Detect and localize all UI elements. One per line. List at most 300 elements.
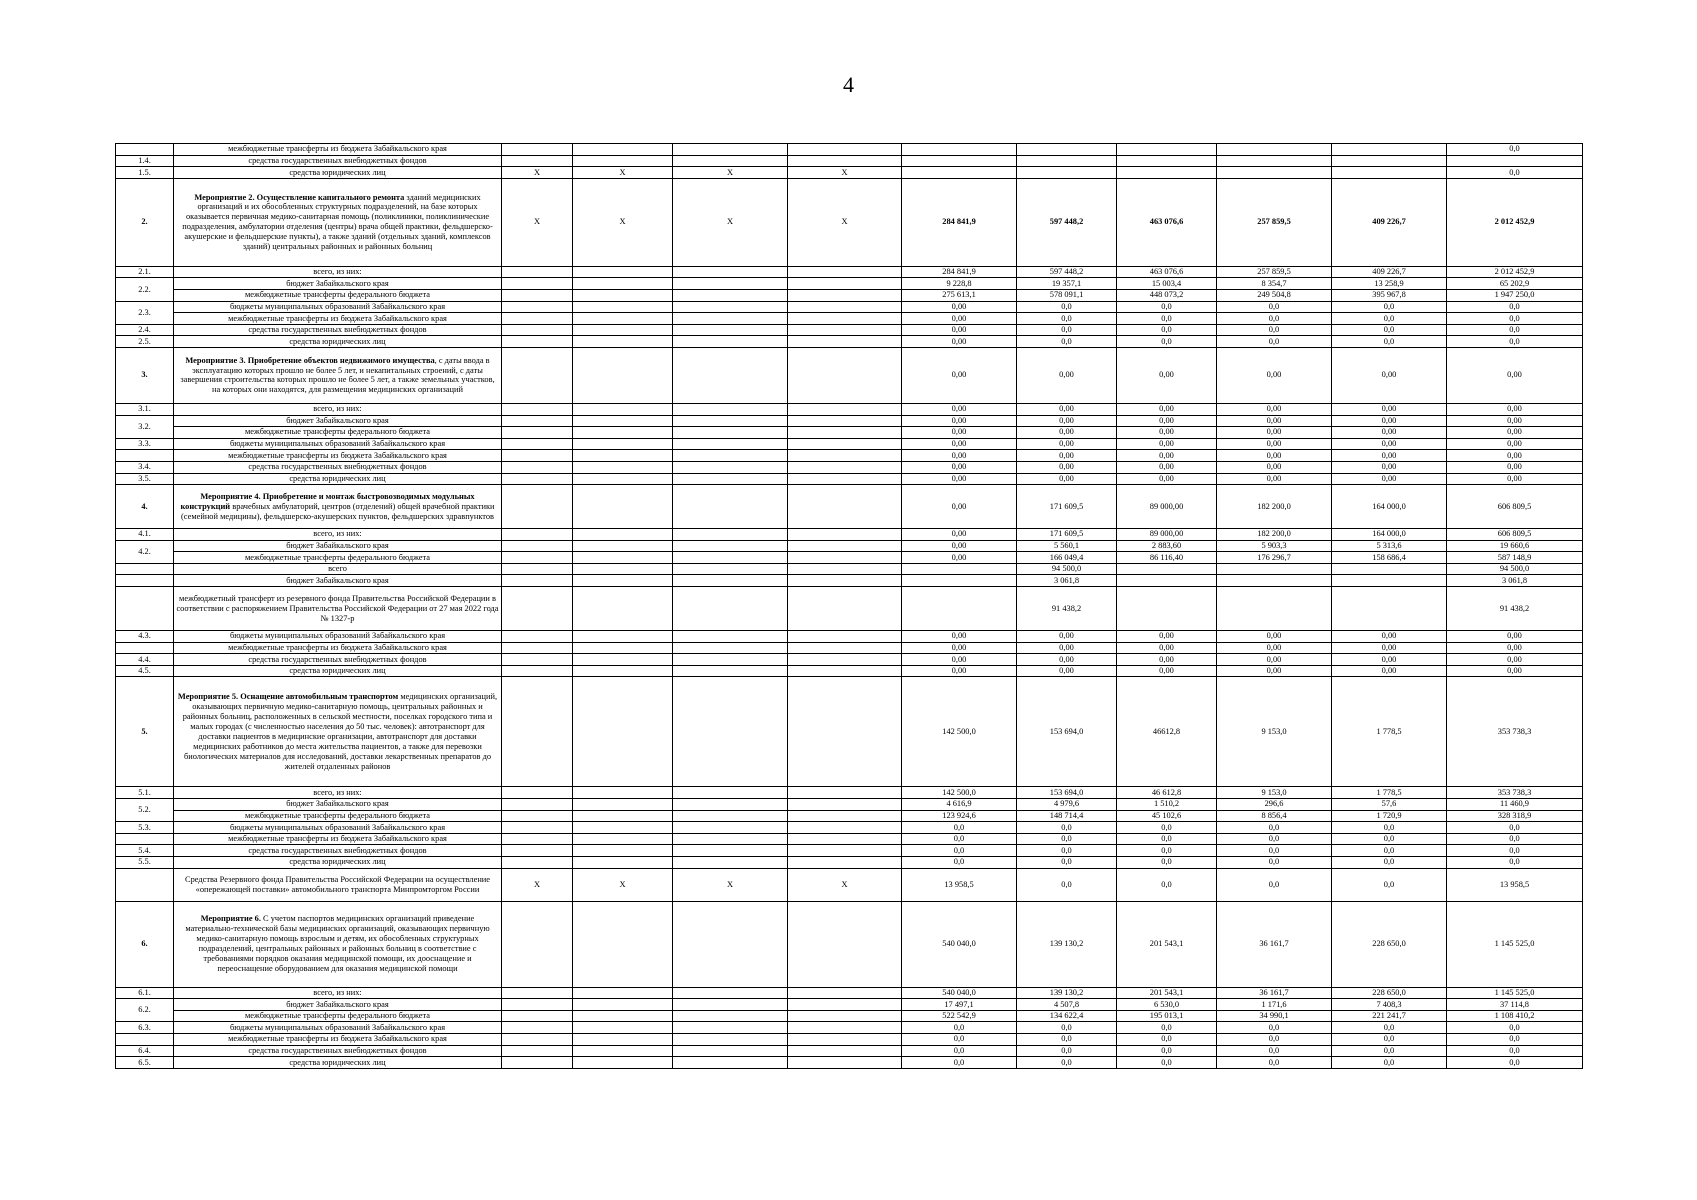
indicator-cell: [502, 901, 573, 987]
indicator-cell: [788, 845, 902, 857]
row-number-cell: [116, 1033, 174, 1045]
total-value-cell: 1 145 525,0: [1447, 987, 1583, 999]
total-value-cell: 0,0: [1447, 144, 1583, 156]
year-value-cell: 91 438,2: [1017, 587, 1117, 631]
row-number-cell: [116, 563, 174, 575]
year-value-cell: 0,0: [1332, 1022, 1447, 1034]
indicator-cell: [673, 540, 788, 552]
year-value-cell: 0,0: [1217, 324, 1332, 336]
year-value-cell: 0,0: [902, 1033, 1017, 1045]
year-value-cell: 0,00: [1017, 461, 1117, 473]
year-value-cell: 166 049,4: [1017, 552, 1117, 564]
indicator-cell: [502, 336, 573, 348]
year-value-cell: 0,0: [1332, 313, 1447, 325]
year-value-cell: 0,00: [1217, 403, 1332, 415]
year-value-cell: 0,0: [1332, 833, 1447, 845]
total-value-cell: 37 114,8: [1447, 999, 1583, 1011]
indicator-cell: [788, 289, 902, 301]
indicator-cell: [502, 575, 573, 587]
table-row: [116, 665, 1583, 677]
indicator-cell: [673, 987, 788, 999]
year-value-cell: 0,0: [1217, 833, 1332, 845]
year-value-cell: 463 076,6: [1117, 266, 1217, 278]
year-value-cell: 0,00: [902, 631, 1017, 643]
indicator-cell: [502, 787, 573, 799]
year-value-cell: 4 616,9: [902, 799, 1017, 811]
indicator-cell: [502, 1057, 573, 1069]
year-value-cell: 284 841,9: [902, 266, 1017, 278]
total-value-cell: 0,0: [1447, 301, 1583, 313]
year-value-cell: [1332, 563, 1447, 575]
year-value-cell: 540 040,0: [902, 901, 1017, 987]
row-number-cell: 2.4.: [116, 324, 174, 336]
year-value-cell: 0,00: [1117, 461, 1217, 473]
indicator-cell: [673, 665, 788, 677]
row-number-cell: 2.2.: [116, 278, 174, 301]
year-value-cell: 123 924,6: [902, 810, 1017, 822]
row-number-cell: 6.3.: [116, 1022, 174, 1034]
indicator-cell: [788, 461, 902, 473]
year-value-cell: 0,0: [1217, 857, 1332, 869]
year-value-cell: 0,00: [902, 529, 1017, 541]
indicator-cell: [673, 901, 788, 987]
year-value-cell: 4 979,6: [1017, 799, 1117, 811]
description-cell: бюджеты муниципальных образований Забайкальского края: [174, 1022, 502, 1034]
row-number-cell: 3.: [116, 347, 174, 403]
year-value-cell: [1217, 563, 1332, 575]
year-value-cell: 201 543,1: [1117, 987, 1217, 999]
year-value-cell: [1217, 575, 1332, 587]
year-value-cell: [1117, 575, 1217, 587]
indicator-cell: Х: [788, 868, 902, 901]
indicator-cell: [673, 833, 788, 845]
year-value-cell: [1117, 587, 1217, 631]
table-row: [116, 631, 1583, 643]
year-value-cell: 228 650,0: [1332, 901, 1447, 987]
indicator-cell: [573, 563, 673, 575]
total-value-cell: 353 738,3: [1447, 677, 1583, 787]
indicator-cell: [502, 1022, 573, 1034]
row-number-cell: [116, 144, 174, 156]
year-value-cell: 0,00: [1017, 415, 1117, 427]
total-value-cell: 0,00: [1447, 665, 1583, 677]
indicator-cell: [573, 822, 673, 834]
year-value-cell: 89 000,00: [1117, 529, 1217, 541]
description-cell: средства юридических лиц: [174, 1057, 502, 1069]
indicator-cell: Х: [573, 178, 673, 266]
indicator-cell: [673, 347, 788, 403]
year-value-cell: 1 778,5: [1332, 677, 1447, 787]
indicator-cell: [573, 677, 673, 787]
indicator-cell: [502, 552, 573, 564]
indicator-cell: [573, 450, 673, 462]
year-value-cell: 1 510,2: [1117, 799, 1217, 811]
table-row: [116, 1057, 1583, 1069]
indicator-cell: [573, 799, 673, 811]
indicator-cell: [502, 278, 573, 290]
year-value-cell: 0,00: [1117, 347, 1217, 403]
year-value-cell: 275 613,1: [902, 289, 1017, 301]
activity-row: [116, 178, 1583, 266]
page-number: 4: [843, 72, 854, 97]
total-value-cell: [1447, 155, 1583, 167]
indicator-cell: [788, 155, 902, 167]
indicator-cell: [573, 461, 673, 473]
year-value-cell: 0,0: [902, 857, 1017, 869]
year-value-cell: 0,00: [1117, 450, 1217, 462]
description-cell: межбюджетные трансферты из бюджета Забайкальского края: [174, 833, 502, 845]
year-value-cell: 0,0: [1332, 324, 1447, 336]
year-value-cell: 1 720,9: [1332, 810, 1447, 822]
year-value-cell: 597 448,2: [1017, 178, 1117, 266]
indicator-cell: [502, 1010, 573, 1022]
year-value-cell: 0,0: [1117, 1033, 1217, 1045]
year-value-cell: 86 116,40: [1117, 552, 1217, 564]
description-cell: средства государственных внебюджетных фондов: [174, 324, 502, 336]
table-row: [116, 144, 1583, 156]
total-value-cell: 91 438,2: [1447, 587, 1583, 631]
indicator-cell: [673, 313, 788, 325]
year-value-cell: 182 200,0: [1217, 529, 1332, 541]
year-value-cell: 171 609,5: [1017, 529, 1117, 541]
year-value-cell: 0,00: [1117, 642, 1217, 654]
year-value-cell: 284 841,9: [902, 178, 1017, 266]
row-number-cell: 4.1.: [116, 529, 174, 541]
indicator-cell: [673, 324, 788, 336]
indicator-cell: [673, 654, 788, 666]
indicator-cell: Х: [673, 868, 788, 901]
total-value-cell: 1 947 250,0: [1447, 289, 1583, 301]
year-value-cell: 0,0: [1117, 868, 1217, 901]
year-value-cell: [902, 587, 1017, 631]
indicator-cell: [788, 529, 902, 541]
indicator-cell: [573, 631, 673, 643]
indicator-cell: Х: [788, 178, 902, 266]
row-number-cell: [116, 450, 174, 462]
year-value-cell: 395 967,8: [1332, 289, 1447, 301]
indicator-cell: [502, 155, 573, 167]
row-number-cell: 5.5.: [116, 857, 174, 869]
table-row: [116, 999, 1583, 1011]
activity-title: Мероприятие 4. Приобретение и монтаж быстровозводимых модульных конструкций: [180, 491, 475, 511]
indicator-cell: [502, 631, 573, 643]
year-value-cell: 0,0: [1117, 301, 1217, 313]
year-value-cell: 578 091,1: [1017, 289, 1117, 301]
indicator-cell: [788, 1045, 902, 1057]
row-number-cell: 4.4.: [116, 654, 174, 666]
year-value-cell: 249 504,8: [1217, 289, 1332, 301]
indicator-cell: [573, 1045, 673, 1057]
total-value-cell: 0,00: [1447, 347, 1583, 403]
indicator-cell: [502, 144, 573, 156]
year-value-cell: 4 507,8: [1017, 999, 1117, 1011]
description-cell: всего, из них:: [174, 403, 502, 415]
year-value-cell: 0,0: [902, 822, 1017, 834]
year-value-cell: 0,0: [902, 833, 1017, 845]
year-value-cell: 0,00: [902, 336, 1017, 348]
row-number-cell: 3.5.: [116, 473, 174, 485]
description-cell: бюджет Забайкальского края: [174, 278, 502, 290]
year-value-cell: [1332, 144, 1447, 156]
indicator-cell: [788, 799, 902, 811]
table-row: [116, 587, 1583, 631]
year-value-cell: 0,00: [1017, 438, 1117, 450]
indicator-cell: [673, 473, 788, 485]
indicator-cell: [502, 313, 573, 325]
year-value-cell: 0,0: [902, 1057, 1017, 1069]
indicator-cell: [673, 289, 788, 301]
year-value-cell: [1017, 144, 1117, 156]
year-value-cell: 409 226,7: [1332, 266, 1447, 278]
year-value-cell: 0,00: [1217, 347, 1332, 403]
table-row: [116, 278, 1583, 290]
year-value-cell: 1 171,6: [1217, 999, 1332, 1011]
year-value-cell: 0,00: [1332, 642, 1447, 654]
indicator-cell: [502, 1045, 573, 1057]
table-row: [116, 642, 1583, 654]
description-cell: всего: [174, 563, 502, 575]
indicator-cell: [502, 857, 573, 869]
row-number-cell: 4.: [116, 485, 174, 529]
year-value-cell: 164 000,0: [1332, 485, 1447, 529]
description-cell: межбюджетные трансферты из бюджета Забайкальского края: [174, 144, 502, 156]
indicator-cell: [673, 278, 788, 290]
total-value-cell: 0,00: [1447, 427, 1583, 439]
year-value-cell: 0,0: [1217, 1057, 1332, 1069]
table-row: [116, 155, 1583, 167]
year-value-cell: 176 296,7: [1217, 552, 1332, 564]
year-value-cell: 0,0: [1017, 868, 1117, 901]
indicator-cell: [573, 313, 673, 325]
indicator-cell: [788, 324, 902, 336]
indicator-cell: [573, 336, 673, 348]
indicator-cell: [788, 654, 902, 666]
year-value-cell: 221 241,7: [1332, 1010, 1447, 1022]
indicator-cell: [573, 347, 673, 403]
indicator-cell: Х: [573, 167, 673, 179]
table-row: [116, 324, 1583, 336]
indicator-cell: [788, 266, 902, 278]
indicator-cell: [502, 642, 573, 654]
indicator-cell: [573, 833, 673, 845]
year-value-cell: 0,0: [1017, 1033, 1117, 1045]
year-value-cell: 148 714,4: [1017, 810, 1117, 822]
total-value-cell: 94 500,0: [1447, 563, 1583, 575]
year-value-cell: 0,0: [1117, 336, 1217, 348]
year-value-cell: 0,00: [1332, 654, 1447, 666]
indicator-cell: [788, 301, 902, 313]
total-value-cell: 2 012 452,9: [1447, 178, 1583, 266]
indicator-cell: [788, 631, 902, 643]
year-value-cell: 0,00: [1017, 642, 1117, 654]
year-value-cell: 153 694,0: [1017, 787, 1117, 799]
table-row: [116, 810, 1583, 822]
year-value-cell: 0,00: [1017, 403, 1117, 415]
indicator-cell: [673, 266, 788, 278]
indicator-cell: [673, 1057, 788, 1069]
indicator-cell: [788, 787, 902, 799]
description-cell: [174, 178, 502, 266]
total-value-cell: 0,0: [1447, 845, 1583, 857]
total-value-cell: 0,00: [1447, 473, 1583, 485]
year-value-cell: 158 686,4: [1332, 552, 1447, 564]
activity-row: [116, 901, 1583, 987]
year-value-cell: 46612,8: [1117, 677, 1217, 787]
activity-description: , с даты ввода в эксплуатацию которых прошло не более 5 лет, и некапитальных строений, с даты завершения строительства которых прошло не более 5 лет, а также земельных участков, на которых они находятся, для размещения медицинских организаций: [180, 355, 495, 395]
year-value-cell: 34 990,1: [1217, 1010, 1332, 1022]
indicator-cell: [788, 403, 902, 415]
table-row: [116, 450, 1583, 462]
row-number-cell: 3.3.: [116, 438, 174, 450]
description-cell: бюджет Забайкальского края: [174, 999, 502, 1011]
total-value-cell: 0,0: [1447, 313, 1583, 325]
year-value-cell: 0,0: [1217, 1045, 1332, 1057]
year-value-cell: [1332, 167, 1447, 179]
description-cell: бюджеты муниципальных образований Забайкальского края: [174, 822, 502, 834]
year-value-cell: 139 130,2: [1017, 987, 1117, 999]
indicator-cell: [673, 415, 788, 427]
table-row: [116, 1033, 1583, 1045]
indicator-cell: Х: [502, 167, 573, 179]
activity-description: С учетом паспортов медицинских организаций приведение материально-технической базы медицинских организаций, оказывающих первичную медико-санитарную помощь взрослым и детям, их обособленных структурных подразделений, центральных районных и районных больниц в соответствие с требованиями порядков оказания медицинской помощи, их дооснащение и переоснащение оборудованием для оказания медицинской помощи: [185, 914, 490, 973]
indicator-cell: [673, 822, 788, 834]
year-value-cell: 0,0: [1017, 1057, 1117, 1069]
description-cell: межбюджетные трансферты из бюджета Забайкальского края: [174, 450, 502, 462]
year-value-cell: 0,00: [1117, 473, 1217, 485]
year-value-cell: 0,00: [902, 301, 1017, 313]
year-value-cell: 0,0: [1332, 1045, 1447, 1057]
year-value-cell: 0,00: [1332, 473, 1447, 485]
indicator-cell: [788, 642, 902, 654]
indicator-cell: [502, 461, 573, 473]
indicator-cell: [788, 1022, 902, 1034]
year-value-cell: 0,0: [1117, 833, 1217, 845]
indicator-cell: [673, 575, 788, 587]
year-value-cell: [1217, 587, 1332, 631]
indicator-cell: Х: [673, 178, 788, 266]
indicator-cell: [673, 845, 788, 857]
indicator-cell: [573, 654, 673, 666]
indicator-cell: [673, 642, 788, 654]
total-value-cell: 0,0: [1447, 1033, 1583, 1045]
year-value-cell: 0,00: [902, 552, 1017, 564]
total-value-cell: 0,0: [1447, 857, 1583, 869]
year-value-cell: 522 542,9: [902, 1010, 1017, 1022]
row-number-cell: 6.2.: [116, 999, 174, 1022]
indicator-cell: [788, 438, 902, 450]
table-row: [116, 1022, 1583, 1034]
indicator-cell: [673, 155, 788, 167]
year-value-cell: 8 856,4: [1217, 810, 1332, 822]
year-value-cell: 0,0: [1217, 868, 1332, 901]
total-value-cell: 0,0: [1447, 1045, 1583, 1057]
table-row: [116, 427, 1583, 439]
year-value-cell: 36 161,7: [1217, 901, 1332, 987]
total-value-cell: 11 460,9: [1447, 799, 1583, 811]
year-value-cell: 0,00: [1217, 473, 1332, 485]
description-cell: межбюджетные трансферты федерального бюджета: [174, 810, 502, 822]
row-number-cell: 6.5.: [116, 1057, 174, 1069]
indicator-cell: [502, 833, 573, 845]
indicator-cell: [573, 1033, 673, 1045]
year-value-cell: 0,0: [1117, 845, 1217, 857]
year-value-cell: 0,0: [902, 1045, 1017, 1057]
year-value-cell: 0,0: [1332, 1057, 1447, 1069]
year-value-cell: 195 013,1: [1117, 1010, 1217, 1022]
indicator-cell: [502, 810, 573, 822]
year-value-cell: 409 226,7: [1332, 178, 1447, 266]
indicator-cell: [573, 587, 673, 631]
total-value-cell: 13 958,5: [1447, 868, 1583, 901]
description-cell: средства государственных внебюджетных фондов: [174, 845, 502, 857]
activity-row: [116, 677, 1583, 787]
total-value-cell: 353 738,3: [1447, 787, 1583, 799]
year-value-cell: 0,00: [1217, 654, 1332, 666]
indicator-cell: [673, 1045, 788, 1057]
year-value-cell: [1332, 587, 1447, 631]
indicator-cell: [788, 587, 902, 631]
total-value-cell: 1 145 525,0: [1447, 901, 1583, 987]
table-row: [116, 266, 1583, 278]
year-value-cell: 0,0: [1217, 1022, 1332, 1034]
table-row: [116, 473, 1583, 485]
row-number-cell: 5.2.: [116, 799, 174, 822]
indicator-cell: [673, 857, 788, 869]
year-value-cell: 0,0: [1017, 822, 1117, 834]
table-row: [116, 301, 1583, 313]
indicator-cell: [502, 427, 573, 439]
table-row: [116, 403, 1583, 415]
indicator-cell: [788, 427, 902, 439]
description-cell: межбюджетные трансферты федерального бюджета: [174, 427, 502, 439]
indicator-cell: [788, 1033, 902, 1045]
year-value-cell: 0,00: [1217, 427, 1332, 439]
description-cell: всего, из них:: [174, 266, 502, 278]
description-cell: бюджет Забайкальского края: [174, 575, 502, 587]
indicator-cell: [573, 665, 673, 677]
year-value-cell: 142 500,0: [902, 787, 1017, 799]
description-cell: межбюджетные трансферты федерального бюджета: [174, 1010, 502, 1022]
year-value-cell: 0,00: [1117, 415, 1217, 427]
row-number-cell: 6.1.: [116, 987, 174, 999]
indicator-cell: [788, 1010, 902, 1022]
year-value-cell: 2 883,60: [1117, 540, 1217, 552]
total-value-cell: 0,0: [1447, 167, 1583, 179]
year-value-cell: [1217, 167, 1332, 179]
year-value-cell: 0,00: [902, 347, 1017, 403]
row-number-cell: 4.5.: [116, 665, 174, 677]
indicator-cell: [573, 540, 673, 552]
indicator-cell: [502, 665, 573, 677]
indicator-cell: [573, 278, 673, 290]
year-value-cell: 0,00: [1217, 438, 1332, 450]
indicator-cell: [673, 552, 788, 564]
activity-row: [116, 347, 1583, 403]
year-value-cell: 0,0: [1332, 822, 1447, 834]
row-number-cell: 2.1.: [116, 266, 174, 278]
row-number-cell: 5.4.: [116, 845, 174, 857]
description-cell: межбюджетные трансферты федерального бюджета: [174, 289, 502, 301]
indicator-cell: [502, 438, 573, 450]
year-value-cell: 45 102,6: [1117, 810, 1217, 822]
year-value-cell: 0,00: [1217, 415, 1332, 427]
year-value-cell: 13 258,9: [1332, 278, 1447, 290]
year-value-cell: [902, 155, 1017, 167]
table-row: [116, 654, 1583, 666]
year-value-cell: 0,00: [902, 324, 1017, 336]
indicator-cell: [573, 485, 673, 529]
total-value-cell: 0,0: [1447, 822, 1583, 834]
